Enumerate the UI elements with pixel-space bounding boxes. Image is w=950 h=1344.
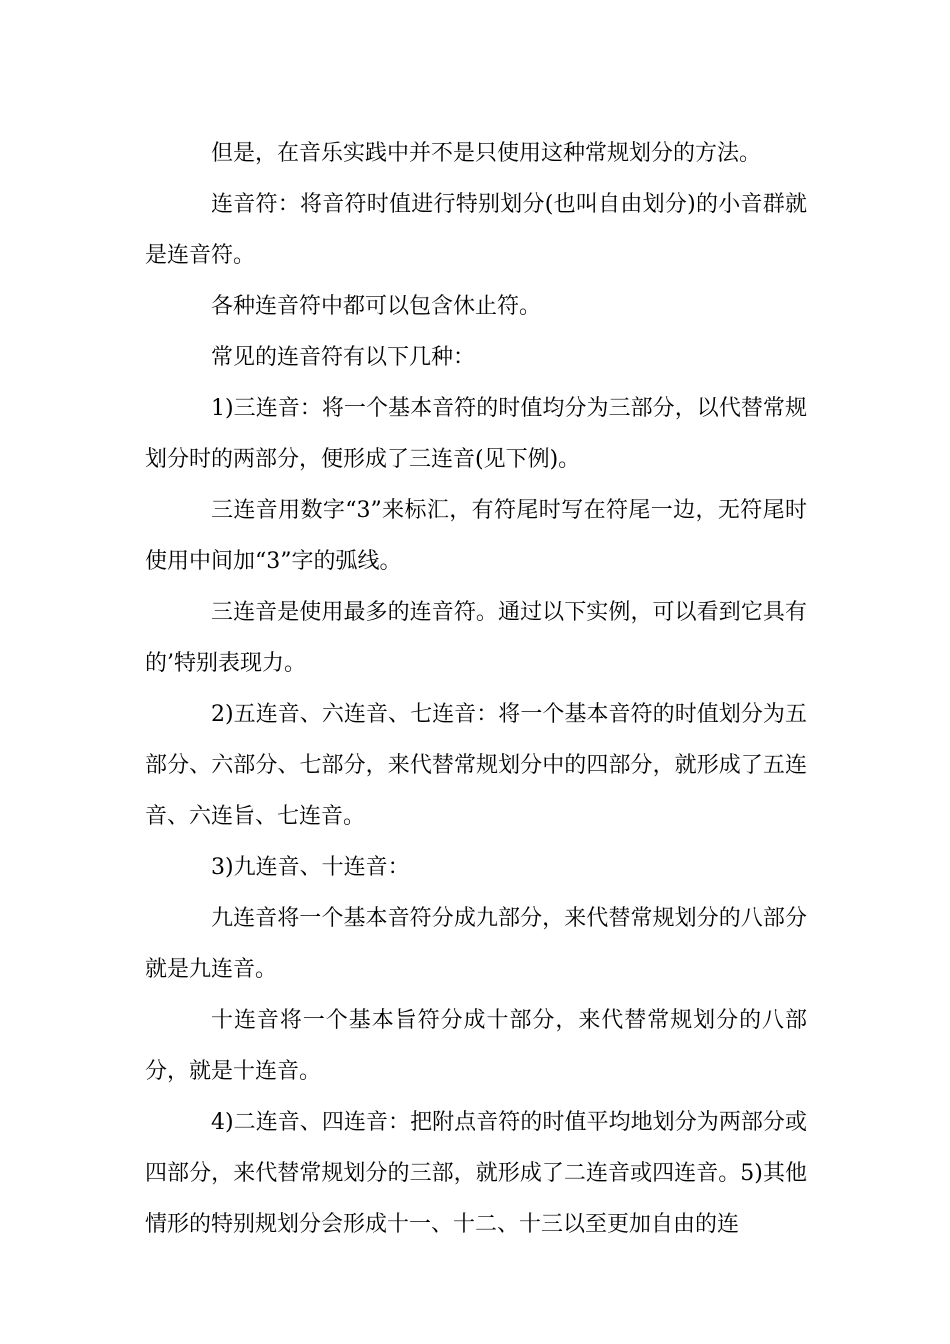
paragraph: 2)五连音、六连音、七连音：将一个基本音符的时值划分为五部分、六部分、七部分，来代替常规划分中的四部分，就形成了五连音、六连旨、七连音。 xyxy=(145,702,807,829)
paragraph: 九连音将一个基本音符分成九部分，来代替常规划分的八部分就是九连音。 xyxy=(145,906,807,982)
paragraph: 连音符：将音符时值进行特别划分(也叫自由划分)的小音群就是连音符。 xyxy=(145,192,807,268)
paragraph: 三连音用数字“3”来标汇，有符尾时写在符尾一边，无符尾时使用中间加“3”字的弧线。 xyxy=(145,498,807,574)
paragraph: 4)二连音、四连音：把附点音符的时值平均地划分为两部分或四部分，来代替常规划分的三部，就形成了二连音或四连音。5)其他情形的特别规划分会形成十一、十二、十三以至更加自由的连 xyxy=(145,1110,807,1237)
paragraph: 十连音将一个基本旨符分成十部分，来代替常规划分的八部分，就是十连音。 xyxy=(145,1008,807,1084)
paragraph: 各种连音符中都可以包含休止符。 xyxy=(211,294,542,319)
paragraph: 但是，在音乐实践中并不是只使用这种常规划分的方法。 xyxy=(211,141,762,166)
paragraph: 三连音是使用最多的连音符。通过以下实例，可以看到它具有的’特别表现力。 xyxy=(145,600,807,676)
paragraph: 1)三连音：将一个基本音符的时值均分为三部分，以代替常规划分时的两部分，便形成了三连音(见下例)。 xyxy=(145,396,807,472)
paragraph: 常见的连音符有以下几种： xyxy=(211,345,476,370)
document-body xyxy=(145,128,807,1250)
paragraph: 3)九连音、十连音： xyxy=(211,855,410,880)
